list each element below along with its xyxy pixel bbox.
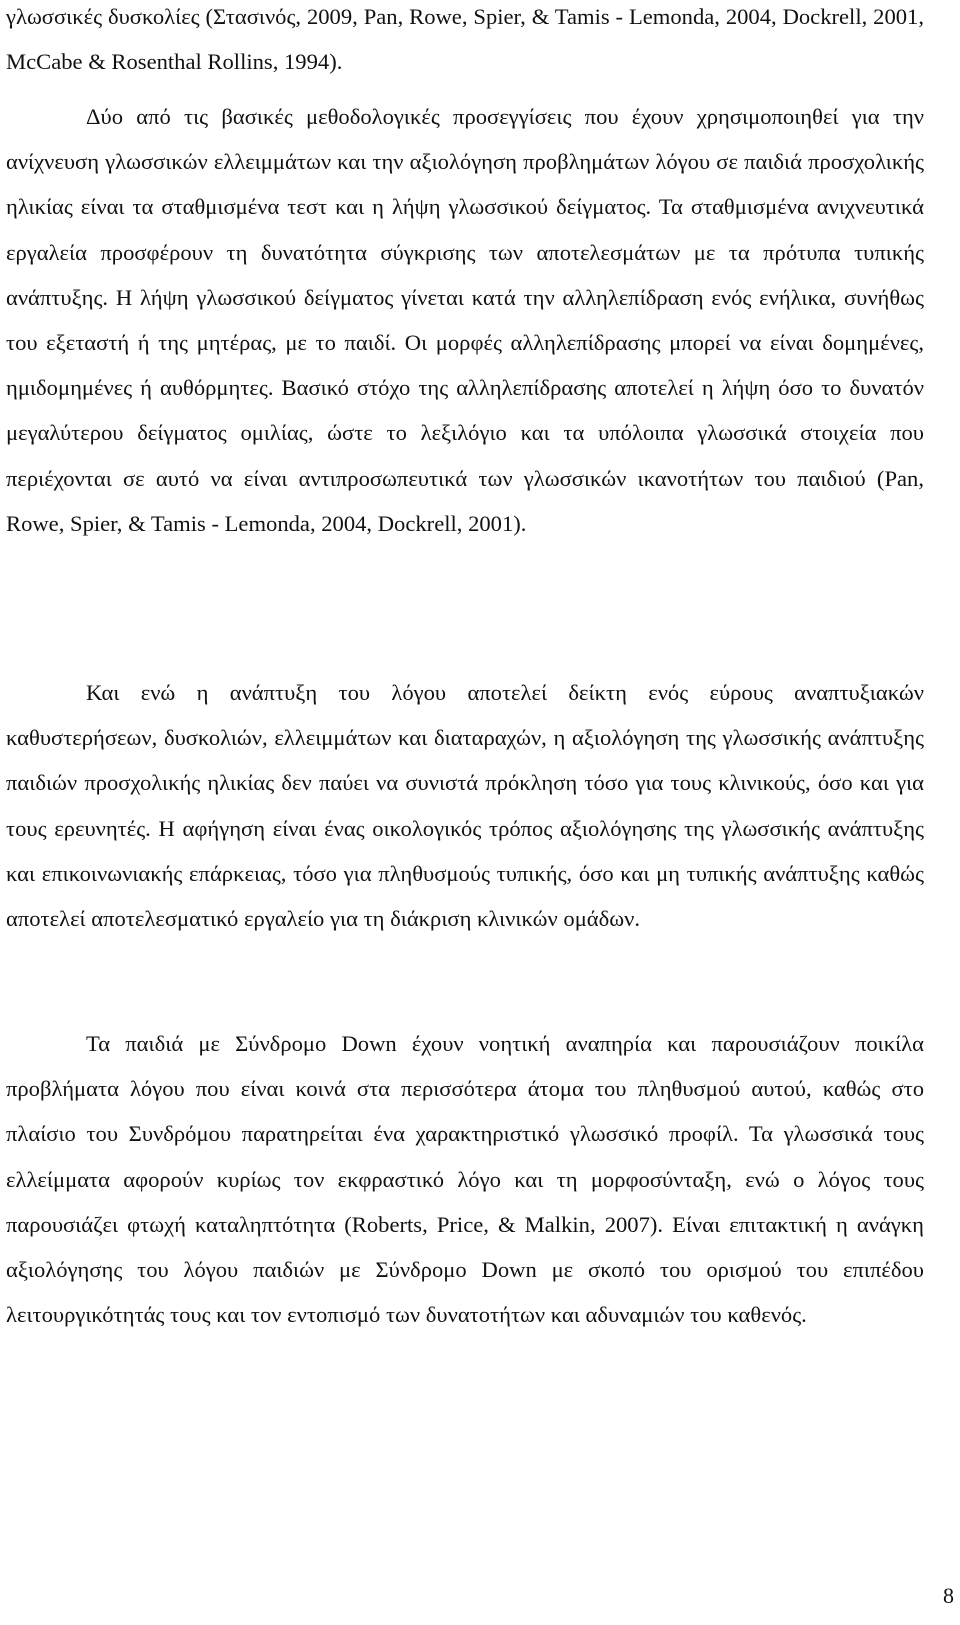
- paragraph-continuation: γλωσσικές δυσκολίες (Στασινός, 2009, Pan, Rowe, Spier, & Tamis - Lemonda, 2004, Dockrell, 2001, McCabe & Rosenthal Rollins, 1994).: [6, 4, 924, 75]
- paragraph-down-syndrome: Τα παιδιά με Σύνδρομο Down έχουν νοητική αναπηρία και παρουσιάζουν ποικίλα προβλήματα λόγου που είναι κοινά στα περισσότερα άτομα του πληθυσμού αυτού, καθώς στο πλαίσιο του Συνδρόμου παρατηρείται ένα χαρακτηριστικό γλωσσικό προφίλ. Τα γλωσσικά τους ελλείμματα αφορούν κυρίως τον εκφραστικό λόγο και τη μορφοσύνταξη, ενώ ο λόγος τους παρουσιάζει φτωχή καταληπτότητα (Roberts, Price, & Malkin, 2007). Είναι επιτακτική η ανάγκη αξιολόγησης του λόγου παιδιών με Σύνδρομο Down με σκοπό του ορισμού του επιπέδου λειτουργικότητάς τους και τον εντοπισμό των δυνατοτήτων και αδυναμιών του καθενός.: [6, 1031, 924, 1328]
- paragraph-narrative-assessment: Και ενώ η ανάπτυξη του λόγου αποτελεί δείκτη ενός εύρους αναπτυξιακών καθυστερήσεων, δυσκολιών, ελλειμμάτων και διαταραχών, η αξιολόγηση της γλωσσικής ανάπτυξης παιδιών προσχολικής ηλικίας δεν παύει να συνιστά πρόκληση τόσο για τους κλινικούς, όσο και για τους ερευνητές. Η αφήγηση είναι ένας οικολογικός τρόπος αξιολόγησης της γλωσσικής ανάπτυξης και επικοινωνιακής επάρκειας, τόσο για πληθυσμούς τυπικής, όσο και μη τυπικής ανάπτυξης καθώς αποτελεί αποτελεσματικό εργαλείο για τη διάκριση κλινικών ομάδων.: [6, 680, 924, 932]
- paragraph-methodology: Δύο από τις βασικές μεθοδολογικές προσεγγίσεις που έχουν χρησιμοποιηθεί για την ανίχνευση γλωσσικών ελλειμμάτων και την αξιολόγηση προβλημάτων λόγου σε παιδιά προσχολικής ηλικίας είναι τα σταθμισμένα τεστ και η λήψη γλωσσικού δείγματος. Τα σταθμισμένα ανιχνευτικά εργαλεία προσφέρουν τη δυνατότητα σύγκρισης των αποτελεσμάτων με τα πρότυπα τυπικής ανάπτυξης. Η λήψη γλωσσικού δείγματος γίνεται κατά την αλληλεπίδραση ενός ενήλικα, συνήθως του εξεταστή ή της μητέρας, με το παιδί. Οι μορφές αλληλεπίδρασης μπορεί να είναι δομημένες, ημιδομημένες ή αυθόρμητες. Βασικό στόχο της αλληλεπίδρασης αποτελεί η λήψη όσο το δυνατόν μεγαλύτερου δείγματος ομιλίας, ώστε το λεξιλόγιο και τα υπόλοιπα γλωσσικά στοιχεία που περιέχονται σε αυτό να είναι αντιπροσωπευτικά των γλωσσικών ικανοτήτων του παιδιού (Pan, Rowe, Spier, & Tamis - Lemonda, 2004, Dockrell, 2001).: [6, 104, 924, 536]
- page-number: 8: [943, 1583, 954, 1608]
